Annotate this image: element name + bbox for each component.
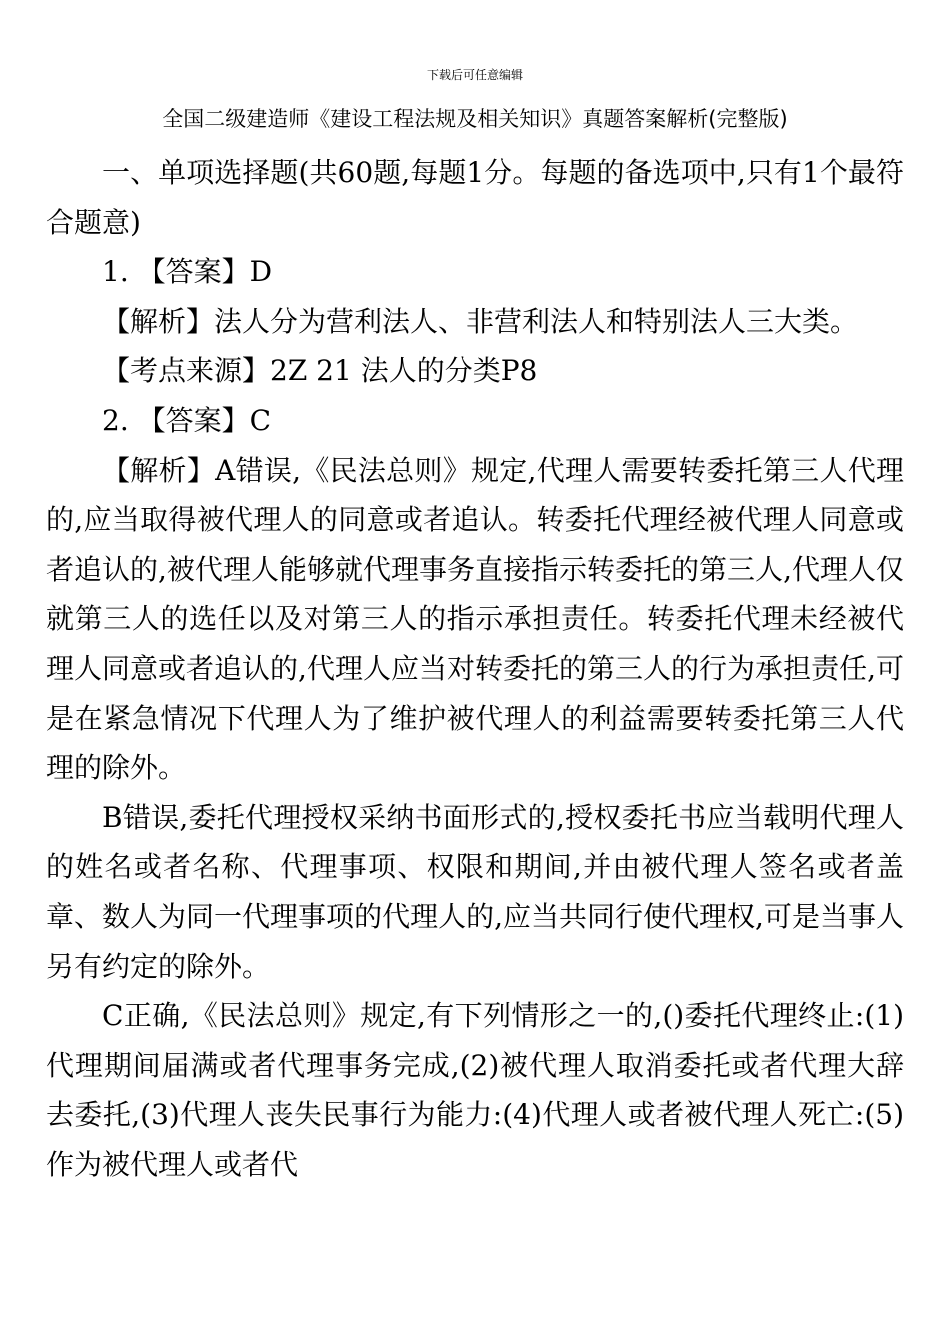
document-title: 全国二级建造师《建设工程法规及相关知识》真题答案解析(完整版) — [162, 107, 788, 131]
source-1: 【考点来源】2Z 21 法人的分类P8 — [102, 354, 538, 388]
analysis-1: 【解析】法人分为营利法人、非营利法人和特别法人三大类。 — [102, 304, 859, 338]
section-heading: 一、单项选择题(共60题,每题1分。每题的备选项中,只有1个最符合题意) — [46, 156, 904, 239]
analysis-2-c: C正确,《民法总则》规定,有下列情形之一的,()委托代理终止:(1)代理期间届满或者代理事务完成,(2)被代理人取消委托或者代理大辞去委托,(3)代理人丧失民事行为能力:(4)代理人或者被代理人死亡:(5)作为被代理人或者代 — [46, 999, 904, 1181]
answer-1: 1. 【答案】D — [102, 255, 273, 289]
answer-2: 2. 【答案】C — [102, 403, 272, 437]
analysis-2-a: 【解析】A错误,《民法总则》规定,代理人需要转委托第三人代理的,应当取得被代理人的同意或者追认。转委托代理经被代理人同意或者追认的,被代理人能够就代理事务直接指示转委托的第三人,代理人仅就第三人的选任以及对第三人的指示承担责任。转委托代理未经被代理人同意或者追认的,代理人应当对转委托的第三人的行为承担责任,可是在紧急情况下代理人为了维护被代理人的利益需要转委托第三人代理的除外。 — [46, 453, 904, 785]
analysis-2-b: B错误,委托代理授权采纳书面形式的,授权委托书应当载明代理人的姓名或者名称、代理事项、权限和期间,并由被代理人签名或者盖章、数人为同一代理事项的代理人的,应当共同行使代理权,可是当事人另有约定的除外。 — [46, 800, 904, 983]
document-body — [46, 148, 904, 1189]
header-note: 下载后可任意编辑 — [426, 68, 523, 82]
